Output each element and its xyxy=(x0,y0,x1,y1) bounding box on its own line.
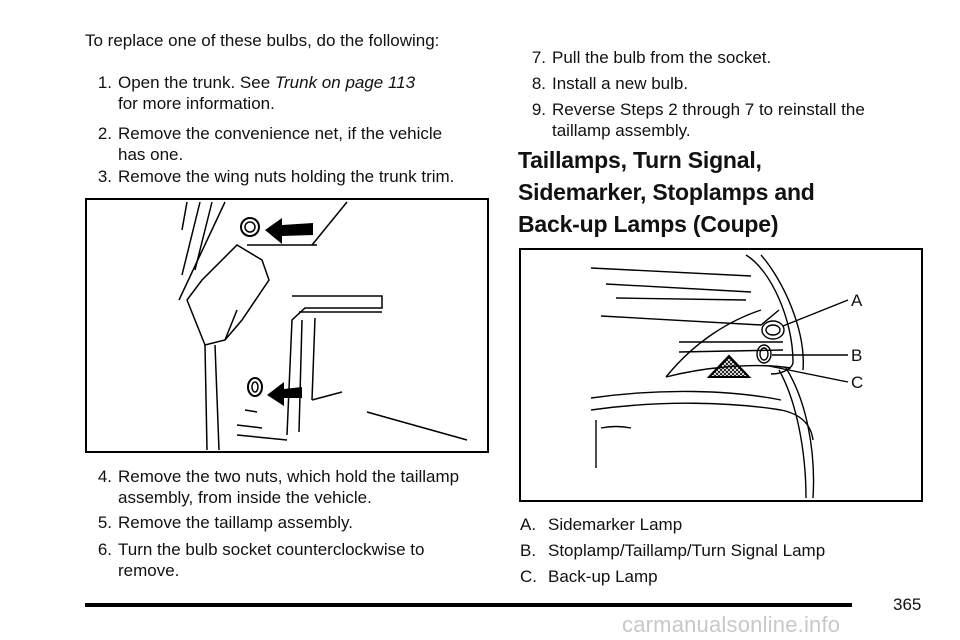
step-number: 1. xyxy=(97,73,112,92)
legend-key: B. xyxy=(520,541,537,560)
step-number: 9. xyxy=(531,100,546,119)
taillamp-illustration xyxy=(519,248,923,502)
legend-text: Stoplamp/Taillamp/Turn Signal Lamp xyxy=(548,541,826,560)
step-text: Reverse Steps 2 through 7 to reinstall the xyxy=(552,100,865,119)
step-number: 8. xyxy=(531,74,546,93)
watermark: carmanualsonline.info xyxy=(622,612,841,637)
step-text: Remove the convenience net, if the vehicle xyxy=(118,124,443,143)
trunk-trim-illustration xyxy=(85,198,489,453)
step-text-continued: for more information. xyxy=(118,94,275,113)
step-number: 5. xyxy=(97,513,112,532)
step-text: Turn the bulb socket counterclockwise to xyxy=(118,540,425,559)
cross-reference-link[interactable]: Trunk on page 113 xyxy=(274,73,416,92)
step-text-continued: has one. xyxy=(118,145,184,164)
legend-key: A. xyxy=(520,515,537,534)
heading-line: Taillamps, Turn Signal, xyxy=(518,147,762,173)
legend-key: C. xyxy=(520,567,537,586)
step-text: Remove the taillamp assembly. xyxy=(118,513,353,532)
step-text-continued: assembly, from inside the vehicle. xyxy=(118,488,372,507)
step-number: 3. xyxy=(97,167,112,186)
callout-label-a: A xyxy=(851,291,863,310)
step-number: 6. xyxy=(97,540,112,559)
heading-line: Sidemarker, Stoplamps and xyxy=(518,179,815,205)
callout-label-b: B xyxy=(851,346,863,365)
legend-text: Back-up Lamp xyxy=(548,567,658,586)
step-number: 4. xyxy=(97,467,112,486)
arrow-icon xyxy=(267,382,302,406)
step-text: Remove the wing nuts holding the trunk trim. xyxy=(118,167,455,186)
arrow-icon xyxy=(265,218,313,244)
step-number: 7. xyxy=(531,48,546,67)
step-text: Remove the two nuts, which hold the taillamp xyxy=(118,467,460,486)
page-number: 365 xyxy=(893,595,922,614)
heading-line: Back-up Lamps (Coupe) xyxy=(518,211,779,237)
step-number: 2. xyxy=(97,124,112,143)
footer-rule xyxy=(85,603,852,607)
legend-text: Sidemarker Lamp xyxy=(548,515,683,534)
step-text-continued: remove. xyxy=(118,561,180,580)
step-text-continued: taillamp assembly. xyxy=(552,121,691,140)
intro-text: To replace one of these bulbs, do the following: xyxy=(85,31,440,50)
callout-label-c: C xyxy=(851,373,864,392)
step-text: Pull the bulb from the socket. xyxy=(552,48,772,67)
step-text: Install a new bulb. xyxy=(552,74,689,93)
step-text: Open the trunk. See Trunk on page 113 xyxy=(118,73,416,92)
